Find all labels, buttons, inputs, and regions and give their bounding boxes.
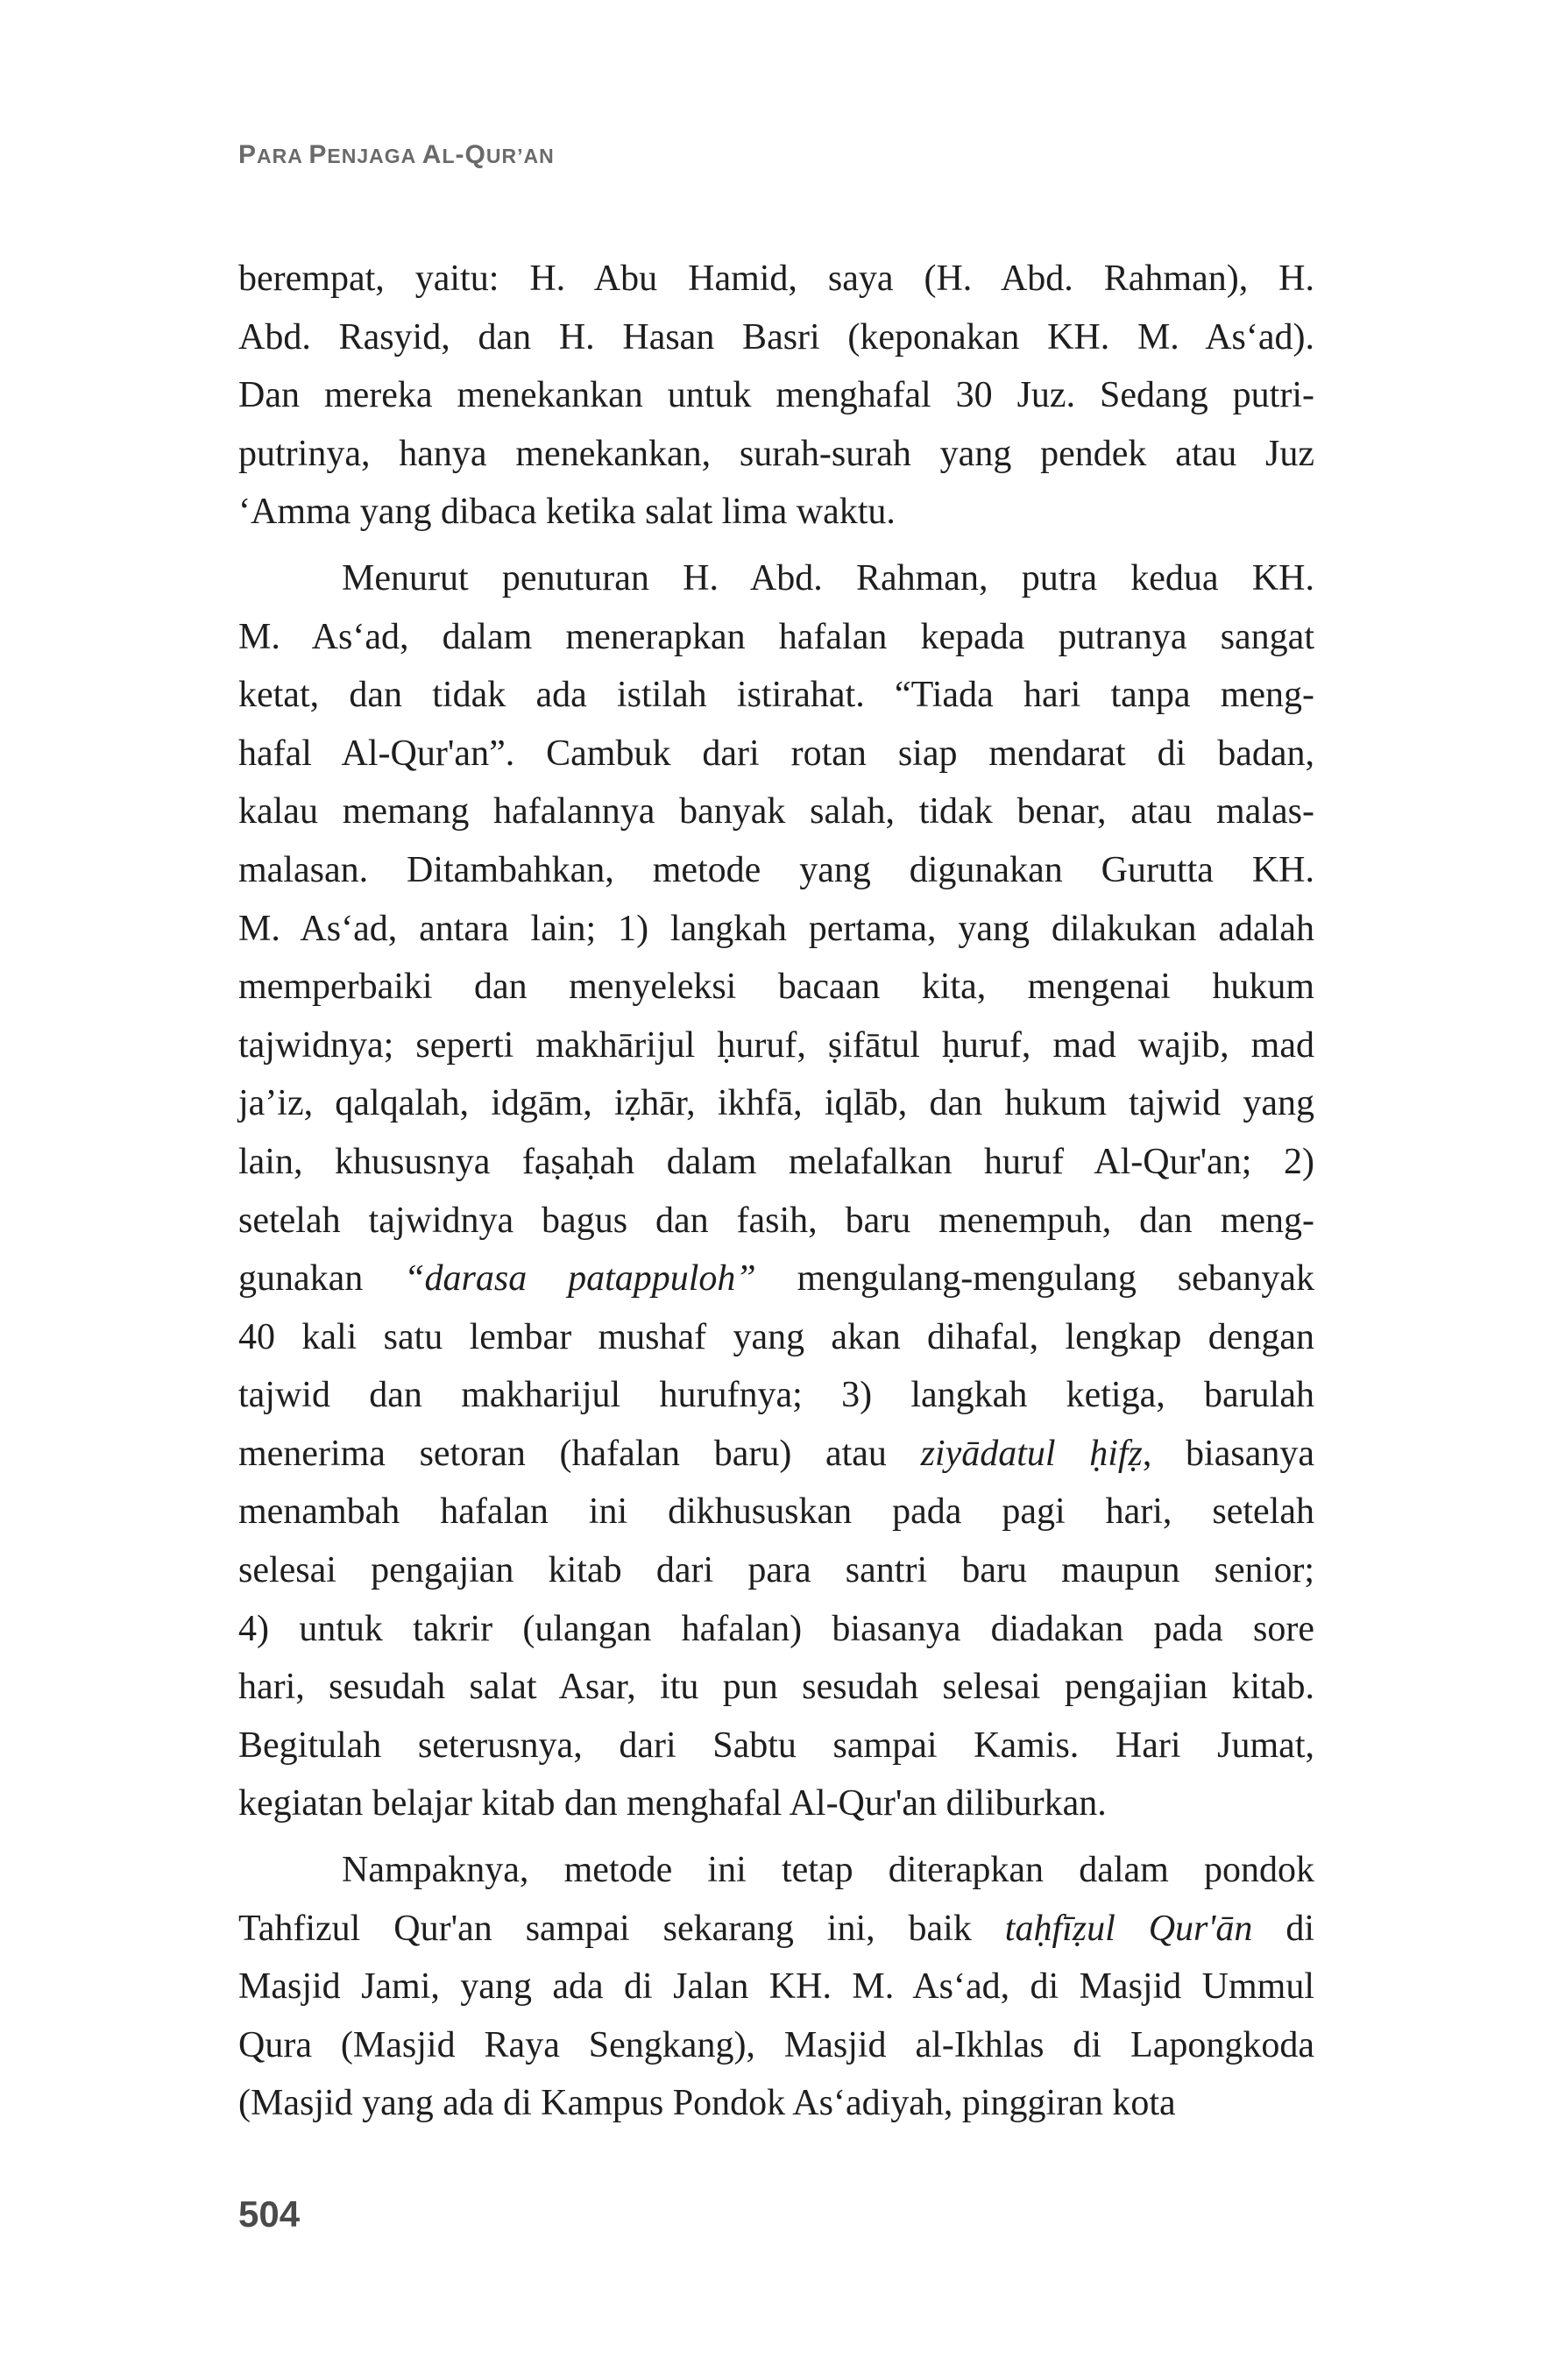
text-line: menambah hafalan ini dikhususkan pada pagi hari, setelah — [238, 1491, 1314, 1533]
text-line: Qura (Masjid Raya Sengkang), Masjid al-Ikhlas di Lapongkoda — [238, 2024, 1314, 2065]
italic-term: ziyādatul ḥifẓ — [920, 1433, 1143, 1474]
text-line: M. As‘ad, antara lain; 1) langkah pertama, yang dilakukan adalah — [238, 908, 1314, 949]
text-line: Masjid Jami, yang ada di Jalan KH. M. As‘ad, di Masjid Ummul — [238, 1966, 1314, 2008]
text-line: selesai pengajian kitab dari para santri baru maupun senior; — [238, 1550, 1314, 1591]
text-line — [238, 1425, 1314, 1484]
text-line: malasan. Ditambahkan, metode yang digunakan Gurutta KH. — [238, 849, 1314, 890]
running-header — [238, 140, 555, 170]
text-line: Abd. Rasyid, dan H. Hasan Basri (keponakan KH. M. As‘ad). — [238, 316, 1314, 358]
text-line: tajwid dan makharijul hurufnya; 3) langkah ketiga, barulah — [238, 1375, 1314, 1416]
text-segment: menerima setoran (hafalan baru) atau — [238, 1433, 921, 1474]
text-line: putrinya, hanya menekankan, surah-surah yang pendek atau Juz — [238, 433, 1314, 474]
text-line: berempat, yaitu: H. Abu Hamid, saya (H. Abd. Rahman), H. — [238, 259, 1314, 299]
text-segment: di — [1252, 1908, 1314, 1949]
running-header-cap: P — [238, 140, 258, 169]
paragraph-2 — [238, 549, 1314, 1833]
text-line: setelah tajwidnya bagus dan fasih, baru menempuh, dan meng- — [238, 1200, 1314, 1241]
text-line: hafal Al-Qur'an”. Cambuk dari rotan siap mendarat di badan, — [238, 733, 1314, 774]
text-line: (Masjid yang ada di Kampus Pondok As‘adiyah, pinggiran kota — [238, 2083, 1176, 2124]
text-line: Menurut penuturan H. Abd. Rahman, putra kedua KH. — [342, 557, 1314, 599]
text-line: M. As‘ad, dalam menerapkan hafalan kepada putranya sangat — [238, 616, 1314, 657]
running-header-smallcaps: UR’AN — [485, 145, 555, 167]
text-line: Dan mereka menekankan untuk menghafal 30 Juz. Sedang putri- — [238, 375, 1314, 416]
text-line: lain, khususnya faṣaḥah dalam melafalkan huruf Al-Qur'an; 2) — [238, 1141, 1314, 1182]
text-line: tajwidnya; seperti makhārijul ḥuruf, ṣifātul ḥuruf, mad wajib, mad — [238, 1024, 1314, 1066]
text-line: ketat, dan tidak ada istilah istirahat. “Tiada hari tanpa meng- — [238, 675, 1314, 716]
text-line: ‘Amma yang dibaca ketika salat lima waktu. — [238, 492, 896, 533]
running-header-cap: P — [308, 140, 328, 169]
text-line: 40 kali satu lembar mushaf yang akan dihafal, lengkap dengan — [238, 1316, 1314, 1357]
paragraph-3 — [238, 1841, 1314, 2133]
italic-term: “darasa patappuloh” — [404, 1258, 756, 1300]
text-line: memperbaiki dan menyeleksi bacaan kita, mengenai hukum — [238, 967, 1314, 1008]
body-text — [238, 250, 1314, 2133]
text-line: ja’iz, qalqalah, idgām, iẓhār, ikhfā, iqlāb, dan hukum tajwid yang — [238, 1083, 1314, 1124]
text-line: hari, sesudah salat Asar, itu pun sesudah selesai pengajian kitab. — [238, 1667, 1314, 1708]
running-header-cap: -Q — [455, 140, 486, 169]
text-segment: , biasanya — [1142, 1433, 1314, 1474]
running-header-smallcaps: L — [442, 145, 456, 167]
text-line: kalau memang hafalannya banyak salah, tidak benar, atau malas- — [238, 791, 1314, 832]
text-line: kegiatan belajar kitab dan menghafal Al-Qur'an diliburkan. — [238, 1783, 1107, 1824]
running-header-cap: A — [421, 140, 443, 169]
text-segment: gunakan — [238, 1258, 405, 1300]
text-line: Nampaknya, metode ini tetap diterapkan dalam pondok — [342, 1850, 1314, 1891]
italic-term: taḥfīẓul Qur'ān — [1004, 1908, 1253, 1949]
text-line: 4) untuk takrir (ulangan hafalan) biasanya diadakan pada sore — [238, 1608, 1314, 1649]
text-line — [238, 1250, 1314, 1308]
page-number: 504 — [238, 2193, 301, 2235]
running-header-smallcaps: ENJAGA — [327, 145, 422, 167]
text-line — [238, 1900, 1314, 1959]
paragraph-1 — [238, 250, 1314, 542]
text-line: Begitulah seterusnya, dari Sabtu sampai Kamis. Hari Jumat, — [238, 1725, 1314, 1766]
running-header-smallcaps: ARA — [257, 145, 309, 167]
text-segment: Tahfizul Qur'an sampai sekarang ini, baik — [238, 1908, 1005, 1949]
text-segment: mengulang-mengulang sebanyak — [755, 1258, 1314, 1300]
